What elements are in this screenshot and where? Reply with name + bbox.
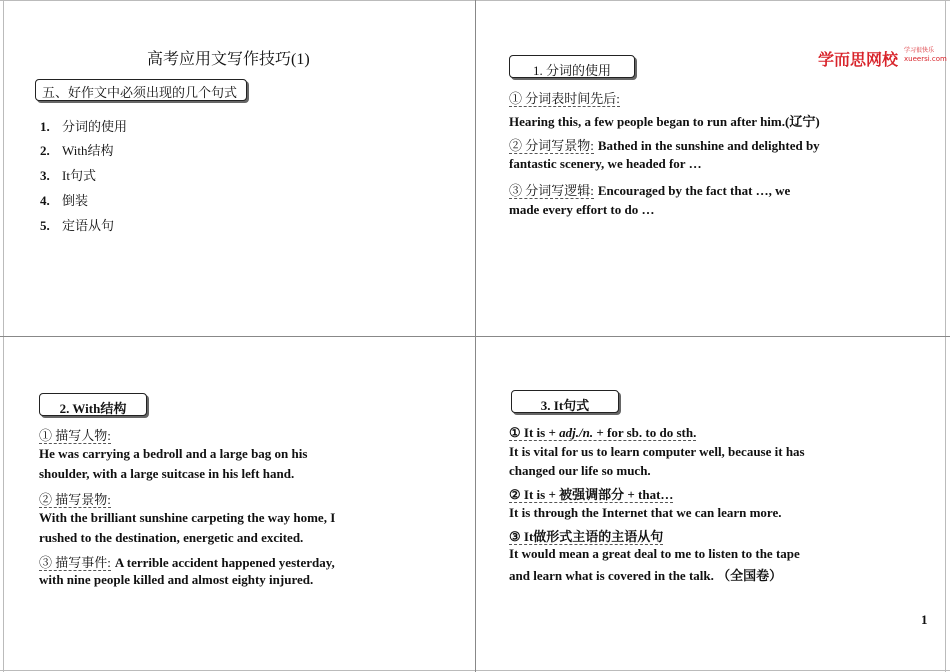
sub-label-3: ③ It做形式主语的主语从句 bbox=[509, 529, 664, 544]
example-line: fantastic scenery, we headed for … bbox=[509, 156, 702, 171]
logo-tagline: 学习很快乐 bbox=[904, 47, 935, 54]
sub-label-1: ① It is + adj./n. + for sb. to do sth. bbox=[509, 425, 697, 440]
example-line: He was carrying a bedroll and a large bag on his bbox=[39, 446, 308, 461]
list-item: 5. 定语从句 bbox=[40, 218, 115, 233]
example-line: made every effort to do … bbox=[509, 202, 655, 217]
section-box-with: 2. With结构 bbox=[39, 393, 147, 416]
sub-label-2: ② 描写景物: bbox=[39, 492, 111, 507]
example-line: With the brilliant sunshine carpeting the way home, I bbox=[39, 510, 336, 525]
section-box-participle: 1. 分词的使用 bbox=[509, 55, 635, 78]
example-line: Hearing this, a few people began to run after him.(辽宁) bbox=[509, 114, 820, 129]
sub-label-2: ② 分词写景物: Bathed in the sunshine and delighted by bbox=[509, 138, 820, 153]
example-line: changed our life so much. bbox=[509, 463, 651, 478]
sub-label-1: ① 分词表时间先后: bbox=[509, 91, 620, 106]
horizontal-divider bbox=[0, 336, 950, 337]
logo-url: xueersi.com bbox=[904, 55, 947, 63]
logo-name: 学而思网校 bbox=[818, 50, 899, 69]
example-line: with nine people killed and almost eighty injured. bbox=[39, 572, 314, 587]
logo bbox=[818, 47, 947, 70]
example-line: It is through the Internet that we can learn more. bbox=[509, 505, 782, 520]
slide-title: 高考应用文写作技巧(1) bbox=[147, 51, 310, 68]
sub-label-3: ③ 分词写逻辑: Encouraged by the fact that …, we bbox=[509, 183, 791, 198]
sub-label-2: ② It is + 被强调部分 + that… bbox=[509, 487, 674, 502]
example-line: It would mean a great deal to me to listen to the tape bbox=[509, 546, 800, 561]
list-item: 2. With结构 bbox=[40, 143, 114, 158]
sub-label-1: ① 描写人物: bbox=[39, 428, 111, 443]
example-line: shoulder, with a large suitcase in his left hand. bbox=[39, 466, 295, 481]
example-line: It is vital for us to learn computer well, because it has bbox=[509, 444, 805, 459]
example-line: rushed to the destination, energetic and excited. bbox=[39, 530, 304, 545]
example-line: and learn what is covered in the talk. （全国卷） bbox=[509, 568, 783, 583]
page-number: 1 bbox=[921, 612, 928, 627]
list-item: 4. 倒装 bbox=[40, 193, 89, 208]
list-item: 1. 分词的使用 bbox=[40, 119, 128, 134]
section-box-it: 3. It句式 bbox=[511, 390, 619, 413]
list-item: 3. It句式 bbox=[40, 168, 96, 183]
sub-label-3: ③ 描写事件: A terrible accident happened yesterday, bbox=[39, 555, 335, 570]
section-heading-box: 五、好作文中必须出现的几个句式 bbox=[35, 79, 247, 101]
